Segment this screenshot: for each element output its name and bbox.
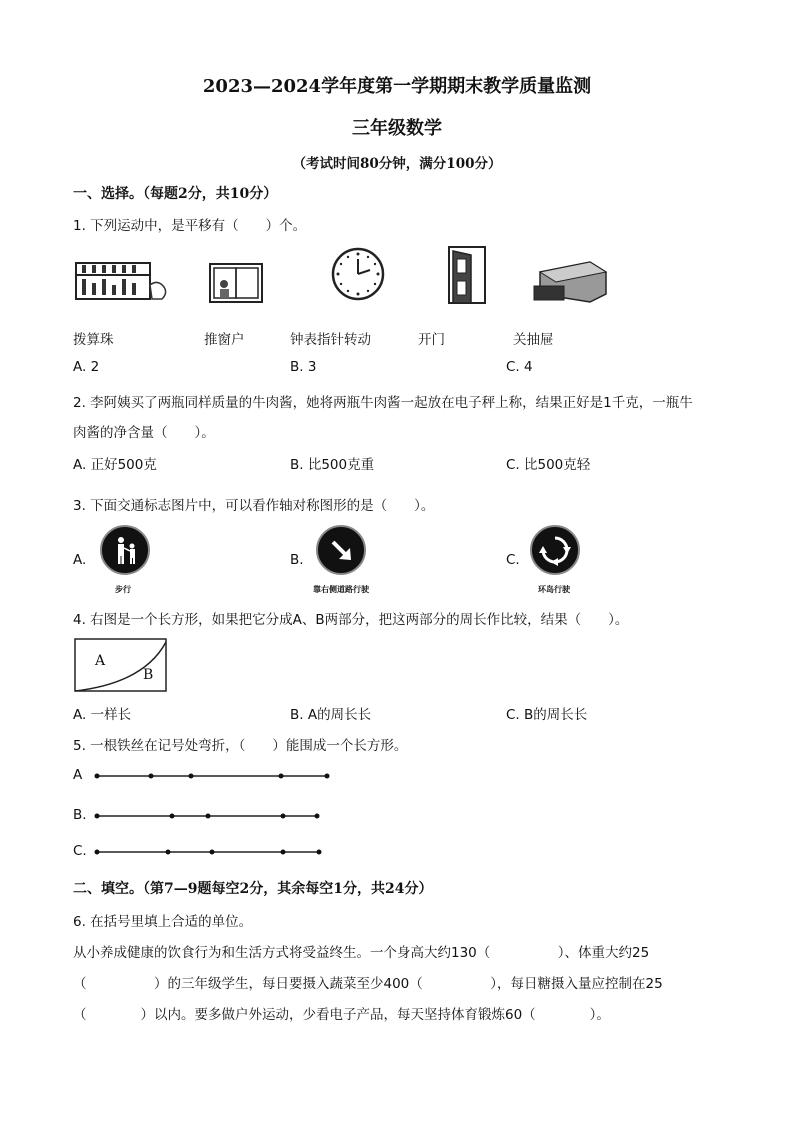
q2-option-b[interactable]: B. 比500克重: [290, 457, 375, 473]
q1-option-b[interactable]: B. 3: [290, 359, 317, 375]
wire-c: [95, 846, 335, 858]
clock-image: [330, 246, 386, 302]
q3-option-b[interactable]: B.: [290, 552, 304, 568]
window-image: [208, 262, 268, 307]
q5-option-a[interactable]: A: [73, 767, 83, 783]
q3-option-c[interactable]: C.: [506, 552, 520, 568]
drawer-image: [530, 258, 610, 308]
q4-stem: 4. 右图是一个长方形，如果把它分成A、B两部分，把这两部分的周长作比较，结果（ ）。: [73, 612, 629, 628]
q6-stem: 6. 在括号里填上合适的单位。: [73, 914, 253, 930]
section2-heading: 二、填空。（第7—9题每空2分，其余每空1分，共24分）: [73, 881, 433, 897]
q5-stem: 5. 一根铁丝在记号处弯折，（ ）能围成一个长方形。: [73, 738, 408, 754]
q2-stem-line1: 2. 李阿姨买了两瓶同样质量的牛肉酱，她将两瓶牛肉酱一起放在电子秤上称，结果正好是1千克，一瓶牛: [73, 395, 693, 411]
section1-heading: 一、选择。（每题2分，共10分）: [73, 186, 278, 202]
q2-option-c[interactable]: C. 比500克轻: [506, 457, 591, 473]
roundabout-sign-icon: [530, 525, 580, 575]
q3-caption-b: 靠右侧道路行驶: [313, 585, 369, 594]
q6-line1: 从小养成健康的饮食行为和生活方式将受益终生。一个身高大约130（ ）、体重大约25: [73, 945, 650, 961]
exam-info: （考试时间80分钟，满分100分）: [292, 156, 502, 172]
q3-caption-c: 环岛行驶: [538, 585, 570, 594]
region-b-label: B: [143, 667, 154, 683]
q6-line2: （ ）的三年级学生，每日要摄入蔬菜至少400（ ），每日糖摄入量应控制在25: [73, 976, 663, 992]
q2-stem-line2: 肉酱的净含量（ ）。: [73, 425, 215, 441]
q1-label-window: 推窗户: [204, 332, 245, 348]
q1-option-a[interactable]: A. 2: [73, 359, 100, 375]
door-image: [445, 245, 495, 307]
q1-label-abacus: 拨算珠: [73, 332, 114, 348]
wire-b: [95, 810, 335, 822]
exam-subtitle: 三年级数学: [352, 118, 442, 139]
exam-title: 2023—2024学年度第一学期期末教学质量监测: [202, 76, 592, 97]
pedestrian-sign-icon: [100, 525, 150, 575]
q1-label-door: 开门: [418, 332, 445, 348]
q2-option-a[interactable]: A. 正好500克: [73, 457, 157, 473]
q1-label-clock: 钟表指针转动: [290, 332, 371, 348]
q3-option-a[interactable]: A.: [73, 552, 87, 568]
keep-right-sign-icon: [316, 525, 366, 575]
q1-option-c[interactable]: C. 4: [506, 359, 533, 375]
q4-option-a[interactable]: A. 一样长: [73, 707, 132, 723]
abacus-image: [72, 255, 167, 305]
q3-caption-a: 步行: [115, 585, 131, 594]
q1-label-drawer: 关抽屉: [513, 332, 554, 348]
q3-stem: 3. 下面交通标志图片中，可以看作轴对称图形的是（ ）。: [73, 498, 435, 514]
region-a-label: A: [95, 653, 106, 669]
q6-line3: （ ）以内。要多做户外运动，少看电子产品，每天坚持体育锻炼60（ ）。: [73, 1007, 610, 1023]
rectangle-figure: [74, 638, 168, 694]
q1-stem: 1. 下列运动中，是平移有（ ）个。: [73, 218, 307, 234]
wire-a: [95, 770, 335, 782]
q4-option-c[interactable]: C. B的周长长: [506, 707, 588, 723]
q5-option-b[interactable]: B.: [73, 807, 87, 823]
q5-option-c[interactable]: C.: [73, 843, 87, 859]
q4-option-b[interactable]: B. A的周长长: [290, 707, 372, 723]
